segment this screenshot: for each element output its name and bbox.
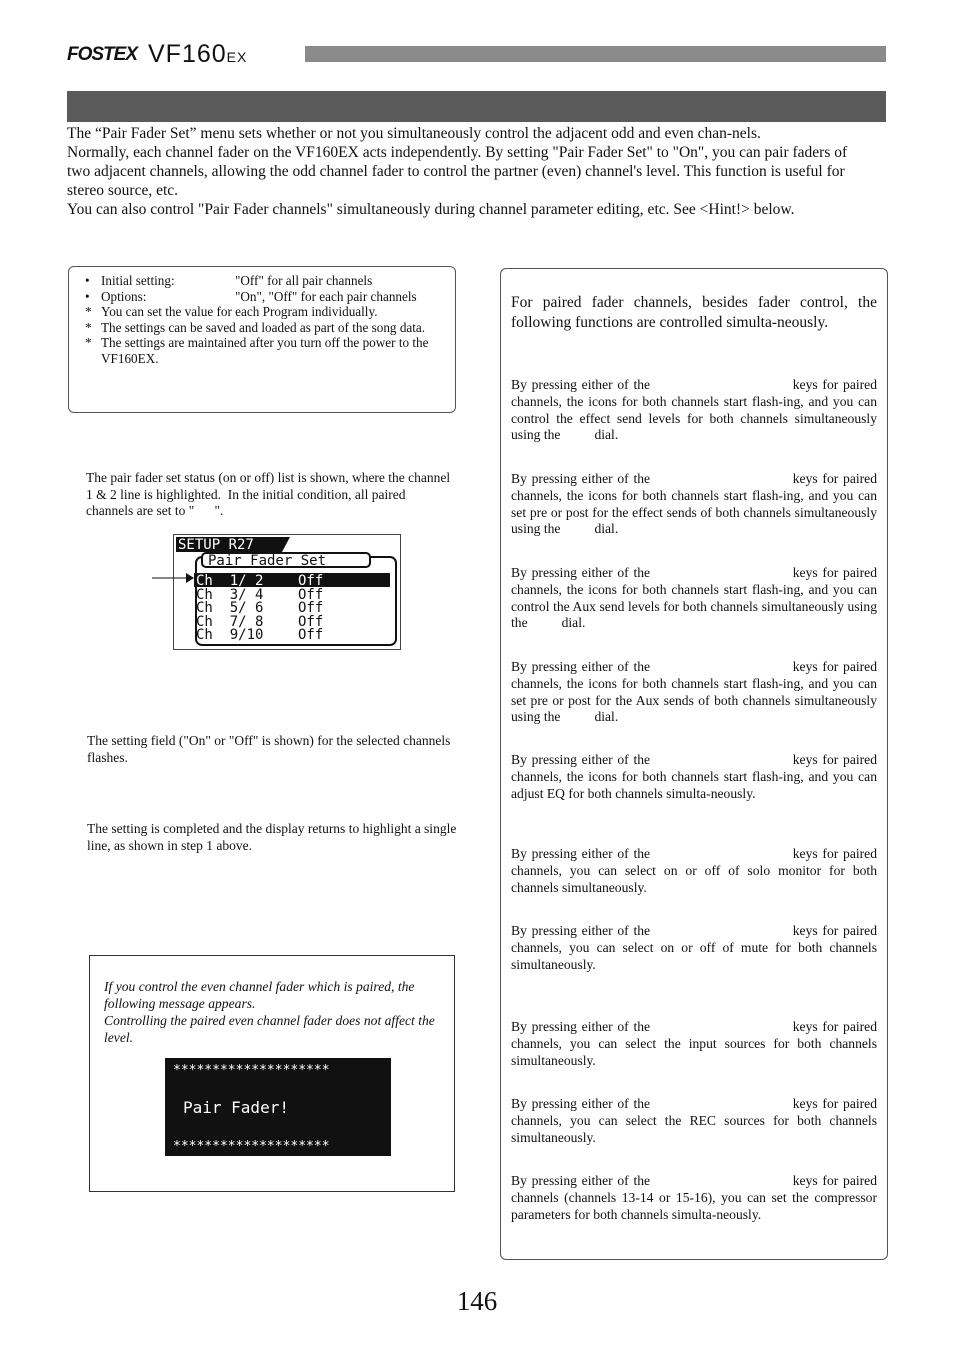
spec-note: * The settings can be saved and loaded as part of the song data.: [85, 319, 426, 335]
lcd-message: Pair Fader!: [183, 1098, 289, 1117]
step-1-text: The pair fader set status (on or off) list is shown, where the channel 1 & 2 line is highlighted. In the initial condition, all paired channels are set to " ".: [86, 470, 454, 518]
lcd-hint-drawing: [165, 1058, 391, 1156]
lcd-row-ch: Ch 5/ 6: [196, 600, 264, 616]
spec-row: • Initial setting: "Off" for all pair channels: [85, 273, 373, 288]
intro-paragraph: You can also control "Pair Fader channels" simultaneously during channel parameter editing, etc. See <Hint!> below.: [67, 201, 795, 218]
intro-paragraph: Normally, each channel fader on the VF160EX acts independently. By setting "Pair Fader Set" to "On", you can pair faders of two adjacent channels, allowing the odd channel fader to control the partner (even) channel's level. This function is useful for stereo source, etc.: [67, 144, 848, 199]
spec-note: * You can set the value for each Program individually.: [85, 304, 378, 319]
intro-text: [67, 124, 867, 219]
function-item: By pressing either of the keys for paired channels (channels 13-14 or 15-16), you can set the compressor parameters for both channels simulta-neously.: [511, 1173, 881, 1222]
hint-box: [89, 955, 455, 1192]
page-number: 146: [456, 1286, 498, 1316]
section-title-bar: [67, 91, 886, 122]
spec-note: * The settings are maintained after you turn off the power to the VF160EX.: [85, 335, 429, 366]
lcd-stars-top: ********************: [173, 1063, 330, 1078]
function-item: By pressing either of the keys for paired channels, the icons for both channels start flash-ing, and you can control the Aux send levels for both channels simultaneously using the dial.: [511, 565, 881, 631]
lcd-row-val: Off: [298, 614, 324, 630]
pointer-arrow-icon: [150, 570, 196, 586]
hint-line: If you control the even channel fader which is paired, the following message appears.: [104, 979, 415, 1011]
function-item: By pressing either of the keys for paired channels, you can select on or off of mute for both channels simultaneously.: [511, 923, 881, 972]
lcd-hint-screen: [165, 1058, 391, 1156]
lcd-row-val: Off: [298, 600, 324, 616]
step-3-text: The setting is completed and the display returns to highlight a single line, as shown in step 1 above.: [87, 821, 460, 853]
hint-line: Controlling the paired even channel fader does not affect the level.: [104, 1013, 435, 1045]
model-logo: VF160EX: [148, 40, 248, 68]
step-2-text: The setting field ("On" or "Off" is shown) for the selected channels flashes.: [87, 733, 454, 765]
function-item: By pressing either of the keys for paired channels, you can select the input sources for both channels simultaneously.: [511, 1019, 881, 1068]
lcd-header: SETUP R27: [178, 537, 254, 553]
paired-functions-intro: For paired fader channels, besides fader control, the following functions are controlled simulta-neously.: [511, 294, 877, 331]
function-item: By pressing either of the keys for paired channels, you can select on or off of solo monitor for both channels simultaneously.: [511, 846, 881, 895]
lcd-pair-fader-screen: [173, 534, 401, 650]
spec-row: • Options: "On", "Off" for each pair channels: [85, 288, 417, 304]
function-item: By pressing either of the keys for paired channels, you can select the REC sources for both channels simultaneously.: [511, 1096, 881, 1145]
brand-logo: FOSTEX: [67, 44, 138, 65]
lcd-row-ch: Ch 7/ 8: [196, 614, 264, 630]
lcd-row-val: Off: [298, 627, 324, 643]
lcd-row-val: Off: [298, 573, 324, 589]
lcd-title: Pair Fader Set: [208, 553, 327, 569]
settings-info-box: [68, 266, 456, 413]
lcd-row-ch: Ch 1/ 2: [196, 573, 264, 589]
intro-paragraph: The “Pair Fader Set” menu sets whether or not you simultaneously control the adjacent odd and even chan-nels.: [67, 125, 761, 142]
function-item: By pressing either of the keys for paired channels, the icons for both channels start flash-ing, and you can set pre or post for the effect sends of both channels simultaneously using the dial.: [511, 471, 881, 537]
lcd-stars-bottom: ********************: [173, 1139, 330, 1154]
lcd-row-ch: Ch 3/ 4: [196, 587, 264, 603]
function-item: By pressing either of the keys for paired channels, the icons for both channels start flash-ing, and you can set pre or post for the Aux sends of both channels simultaneously using the dial.: [511, 659, 881, 725]
function-item: By pressing either of the keys for paired channels, the icons for both channels start flash-ing, and you can control the effect send levels for both channels simultaneously using the dial.: [511, 377, 881, 443]
paired-functions-box: [500, 268, 888, 1260]
lcd-drawing: [174, 535, 400, 649]
lcd-row-ch: Ch 9/10: [196, 627, 264, 643]
lcd-row-val: Off: [298, 587, 324, 603]
function-item: By pressing either of the keys for paired channels, the icons for both channels start flash-ing, and you can adjust EQ for both channels simulta-neously.: [511, 752, 881, 801]
header-bar: [305, 46, 886, 62]
